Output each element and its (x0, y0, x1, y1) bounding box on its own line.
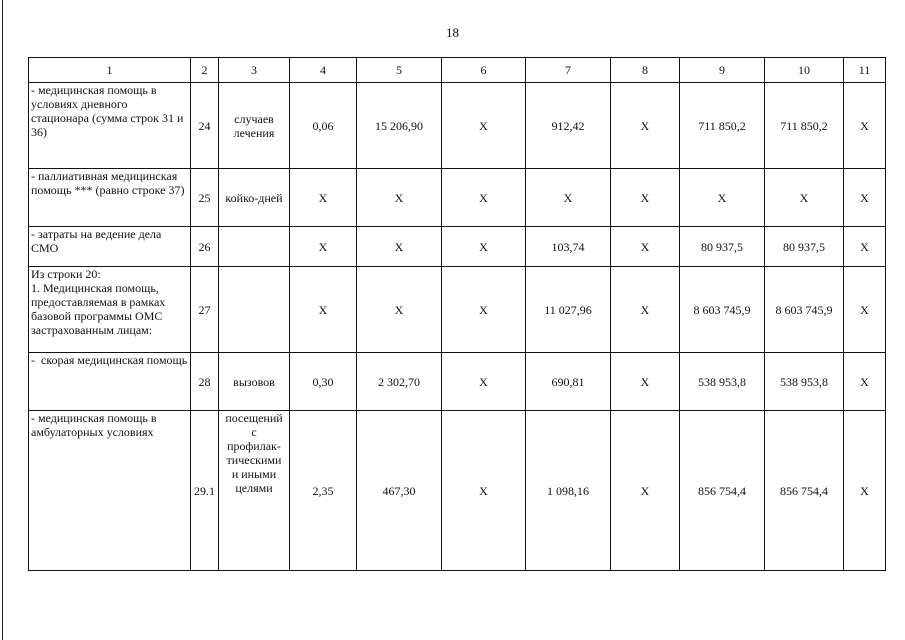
column-header: 8 (611, 58, 680, 83)
row-number: 27 (191, 267, 219, 353)
column-number-row (29, 58, 886, 83)
value-cell: Х (290, 227, 357, 267)
value-cell: Х (290, 169, 357, 227)
unit-cell (219, 267, 290, 353)
value-cell: Х (844, 227, 886, 267)
column-header: 7 (526, 58, 611, 83)
row-label: - паллиативная медицинская помощь *** (равно строке 37) (29, 169, 191, 227)
table-row (29, 267, 886, 353)
value-cell: Х (765, 169, 844, 227)
unit-cell: койко-дней (219, 169, 290, 227)
value-cell: 1 098,16 (526, 411, 611, 571)
column-header: 6 (442, 58, 526, 83)
value-cell: Х (611, 267, 680, 353)
value-cell: 467,30 (357, 411, 442, 571)
value-cell: Х (357, 227, 442, 267)
value-cell: Х (844, 411, 886, 571)
row-label: - медицинская помощь в условиях дневного стационара (сумма строк 31 и 36) (29, 83, 191, 169)
unit-line: профилак- (227, 439, 281, 453)
value-cell: 8 603 745,9 (680, 267, 765, 353)
column-header: 10 (765, 58, 844, 83)
value-cell: 0,06 (290, 83, 357, 169)
value-cell: Х (357, 267, 442, 353)
row-number: 28 (191, 353, 219, 411)
row-number: 29.1 (191, 411, 219, 571)
column-header: 1 (29, 58, 191, 83)
row-label: - медицинская помощь в амбулаторных условиях (29, 411, 191, 571)
value-cell: 538 953,8 (680, 353, 765, 411)
value-cell: Х (611, 169, 680, 227)
unit-line: с (251, 425, 257, 439)
unit-cell (219, 411, 290, 571)
value-cell: Х (611, 353, 680, 411)
row-number: 24 (191, 83, 219, 169)
unit-line: и иными (231, 467, 277, 481)
value-cell: Х (442, 83, 526, 169)
row-label: Из строки 20: 1. Медицинская помощь, предоставляемая в рамках базовой программы ОМС застрахованным лицам: (29, 267, 191, 353)
unit-cell: вызовов (219, 353, 290, 411)
value-cell: Х (844, 169, 886, 227)
table-row (29, 353, 886, 411)
left-margin-rule (2, 0, 3, 640)
unit-cell (219, 227, 290, 267)
value-cell: 711 850,2 (680, 83, 765, 169)
row-number: 25 (191, 169, 219, 227)
value-cell: Х (290, 267, 357, 353)
value-cell: Х (442, 169, 526, 227)
value-cell: Х (844, 267, 886, 353)
value-cell: 856 754,4 (765, 411, 844, 571)
value-cell: 856 754,4 (680, 411, 765, 571)
value-cell: 8 603 745,9 (765, 267, 844, 353)
table-row (29, 83, 886, 169)
value-cell: 15 206,90 (357, 83, 442, 169)
unit-line: тическими (226, 453, 282, 467)
column-header: 9 (680, 58, 765, 83)
value-cell: Х (442, 227, 526, 267)
value-cell: 11 027,96 (526, 267, 611, 353)
value-cell: Х (442, 267, 526, 353)
table-row (29, 227, 886, 267)
value-cell: 711 850,2 (765, 83, 844, 169)
column-header: 5 (357, 58, 442, 83)
value-cell: Х (442, 353, 526, 411)
column-header: 2 (191, 58, 219, 83)
value-cell: 0,30 (290, 353, 357, 411)
value-cell: Х (611, 411, 680, 571)
column-header: 4 (290, 58, 357, 83)
value-cell: Х (611, 227, 680, 267)
value-cell: Х (526, 169, 611, 227)
column-header: 11 (844, 58, 886, 83)
value-cell: Х (844, 353, 886, 411)
value-cell: 690,81 (526, 353, 611, 411)
value-cell: Х (611, 83, 680, 169)
table-row (29, 169, 886, 227)
page-number: 18 (446, 25, 459, 40)
value-cell: 538 953,8 (765, 353, 844, 411)
value-cell: 2,35 (290, 411, 357, 571)
value-cell: 80 937,5 (765, 227, 844, 267)
value-cell: Х (844, 83, 886, 169)
unit-line: посещений (225, 411, 283, 425)
value-cell: 2 302,70 (357, 353, 442, 411)
row-label: - затраты на ведение дела СМО (29, 227, 191, 267)
value-cell: Х (442, 411, 526, 571)
data-table (28, 57, 886, 571)
unit-cell: случаев лечения (219, 83, 290, 169)
table-row (29, 411, 886, 571)
value-cell: 80 937,5 (680, 227, 765, 267)
unit-line: целями (235, 481, 273, 495)
row-number: 26 (191, 227, 219, 267)
value-cell: Х (357, 169, 442, 227)
row-label: - скорая медицинская помощь (29, 353, 191, 411)
column-header: 3 (219, 58, 290, 83)
value-cell: Х (680, 169, 765, 227)
value-cell: 912,42 (526, 83, 611, 169)
value-cell: 103,74 (526, 227, 611, 267)
